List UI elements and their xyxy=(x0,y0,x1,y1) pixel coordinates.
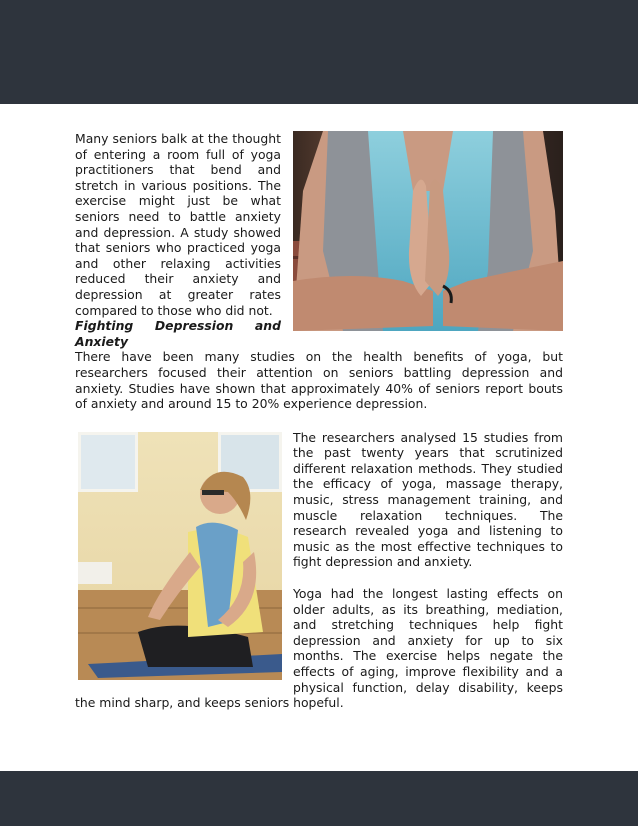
yoga-seated-meditation-photo xyxy=(78,432,282,680)
paragraph-intro: Many seniors balk at the thought of entering a room full of yoga practitioners that bend and stretch in various positions. The exercise might just be what seniors need to battle anxiety and depression. A study showed that seniors who practiced yoga and other relaxing activities reduced their anxiety and depression at greater rates compared to those who did not. xyxy=(75,131,281,318)
section-heading: Fighting Depression and Anxiety xyxy=(75,318,281,349)
footer-bar xyxy=(0,771,638,826)
paragraph-research: The researchers analysed 15 studies from the past twenty years that scrutinized different relaxation methods. They studied the efficacy of yoga, massage therapy, music, stress management training, and muscle relaxation techniques. The research revealed yoga and listening to music as the most effective techniques to fight depression and anxiety. xyxy=(293,429,563,570)
paragraph-effects: Yoga had the longest lasting effects on older adults, as its breathing, mediation, and stretching techniques help fight depression and anxiety for up to six months. The exercise helps negate the effects of aging, improve flexibility and a physical function, delay disability, keeps the mind sharp, and keeps seniors hopeful. xyxy=(75,586,563,711)
paragraph-studies: There have been many studies on the health benefits of yoga, but researchers focused their attention on seniors battling depression and anxiety. Studies have shown that approximately 40% of seniors report bouts of anxiety and around 15 to 20% experience depression. xyxy=(75,349,563,412)
yoga-prayer-hands-photo xyxy=(293,131,563,331)
article-body xyxy=(75,131,563,711)
header-bar xyxy=(0,0,638,104)
